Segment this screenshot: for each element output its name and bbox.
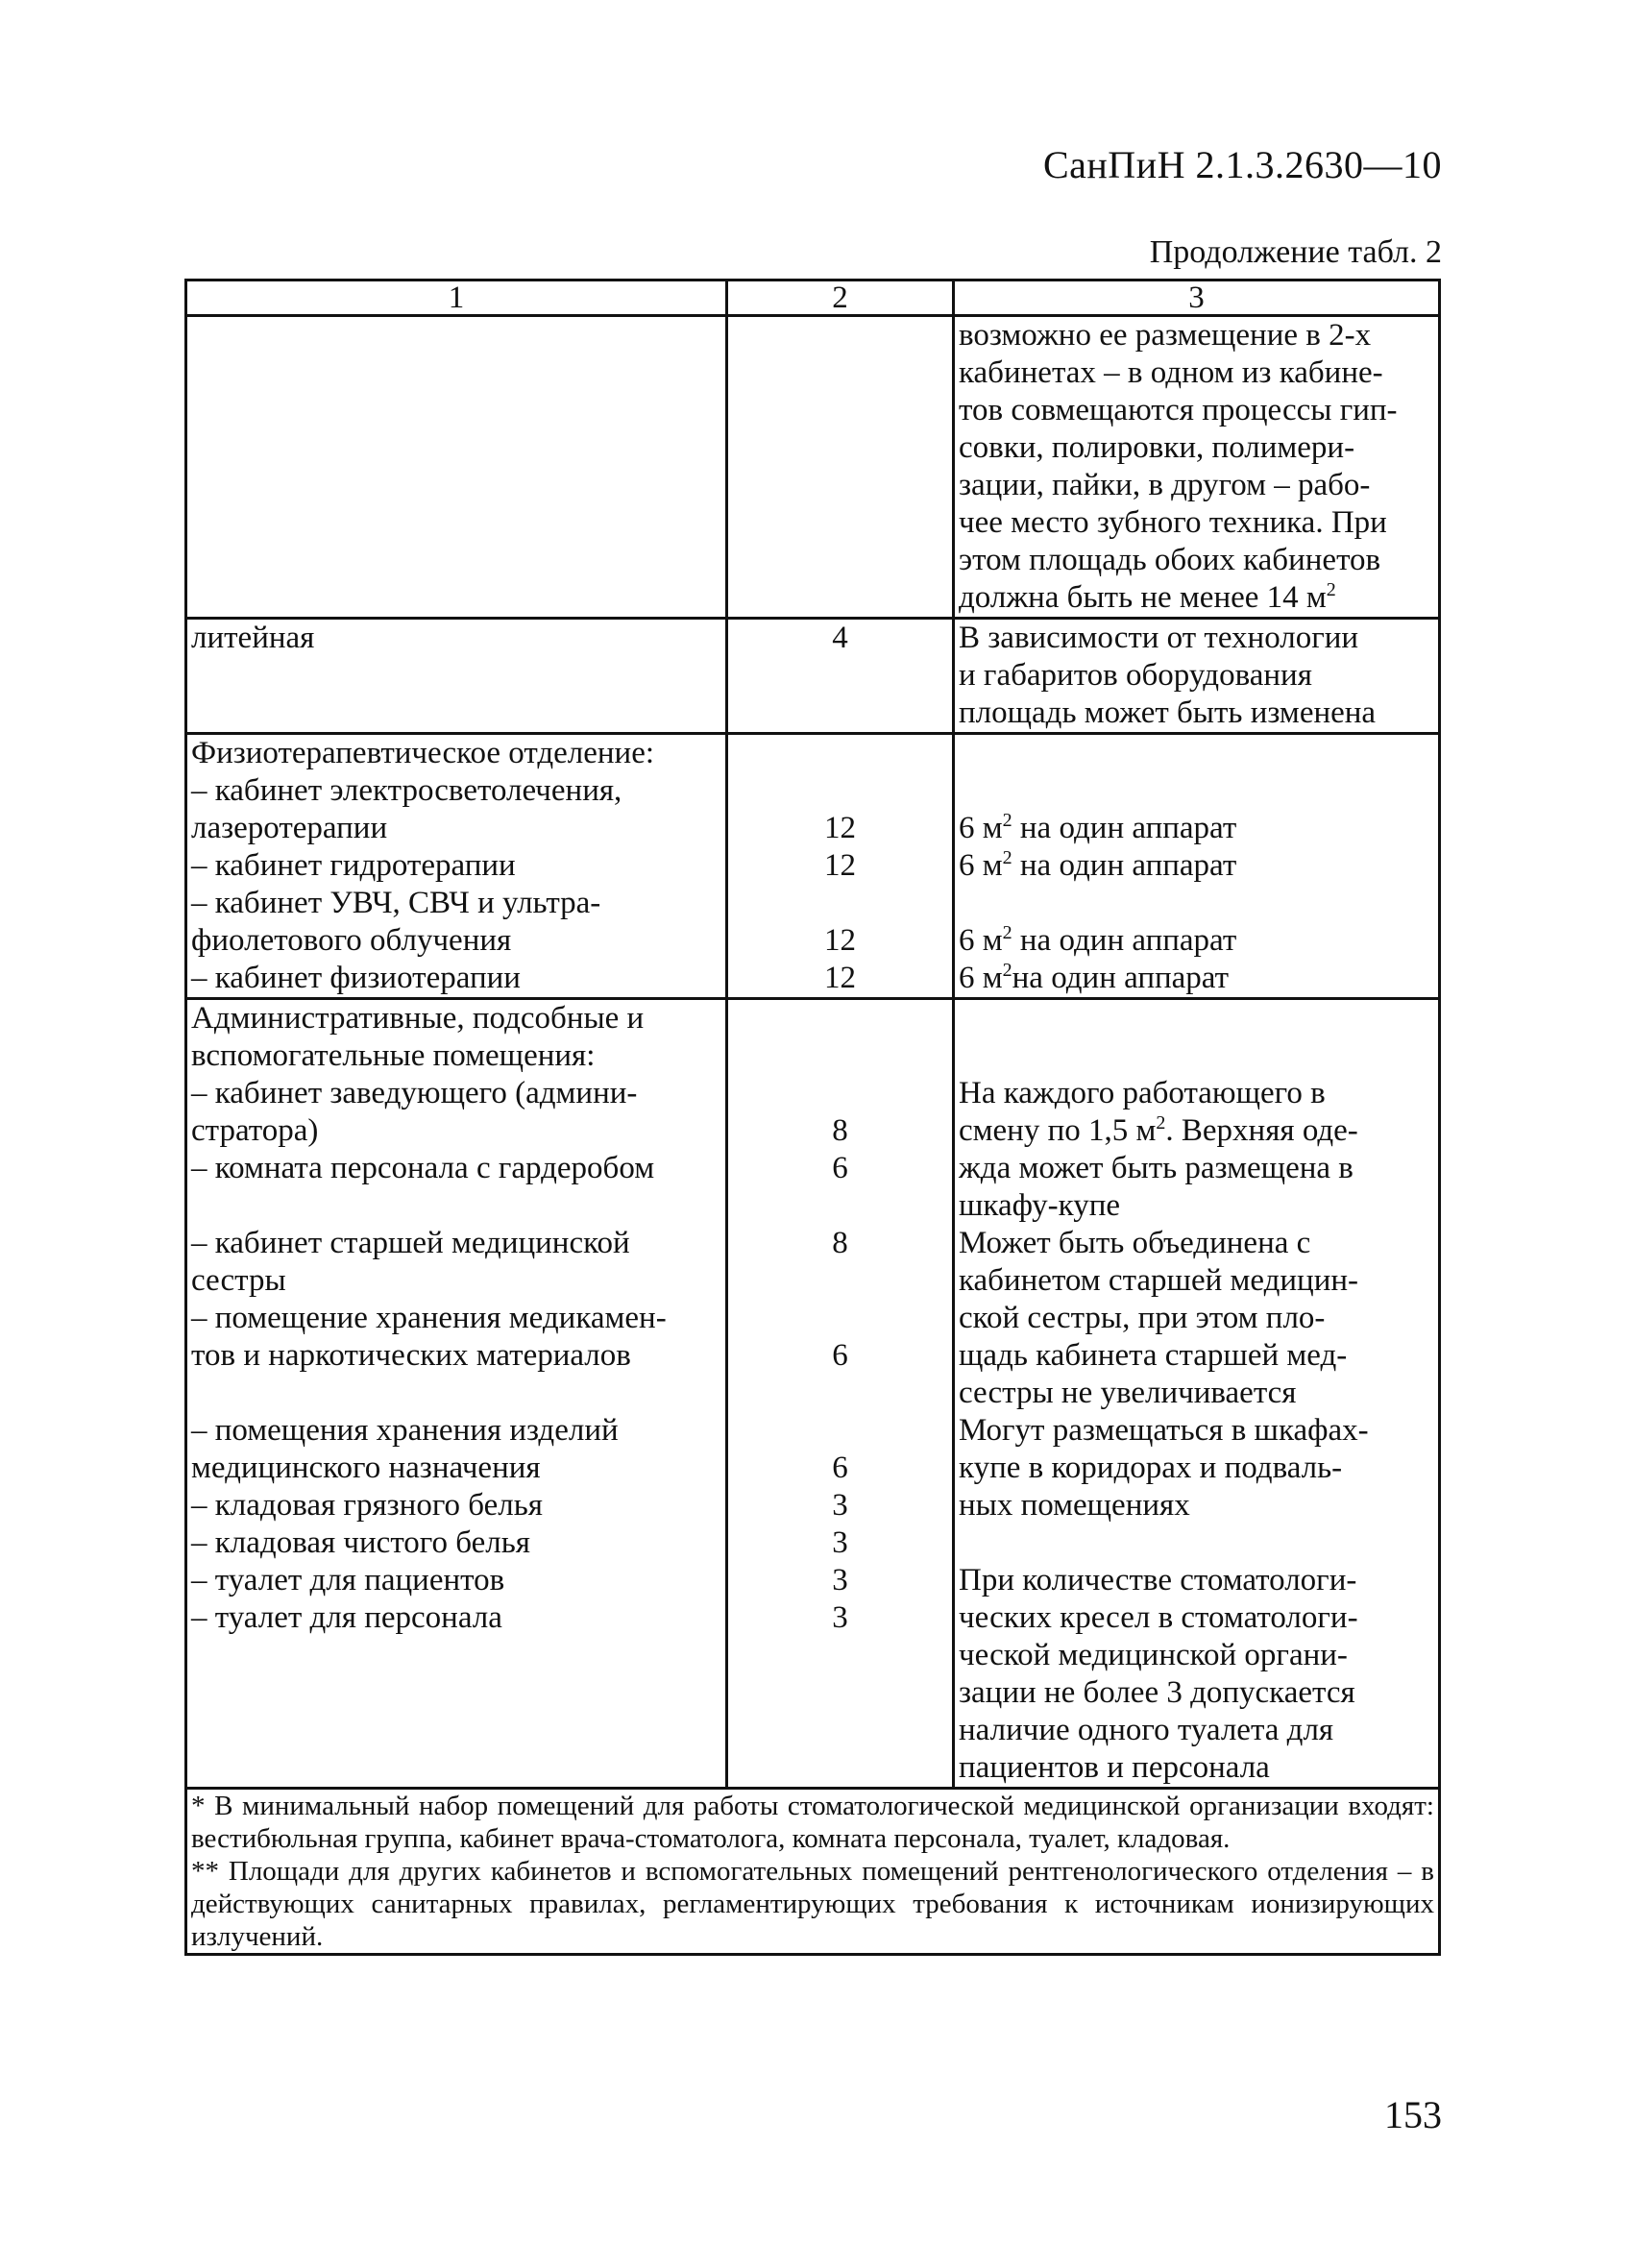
- cell-line: – помещения хранения изделий: [191, 1413, 619, 1448]
- cell-line: [732, 735, 948, 772]
- cell-line: – кабинет физиотерапии: [191, 961, 521, 995]
- cell-line: Может быть объединена с: [959, 1226, 1311, 1260]
- table-row: [186, 619, 1440, 734]
- cell-line: 6 $м^2$ на один аппарат: [959, 922, 1237, 958]
- cell-line: – кабинет гидротерапии: [191, 848, 516, 883]
- cell-line: [732, 1075, 948, 1112]
- cell-line: [732, 1749, 948, 1787]
- cell-line: литейная: [191, 621, 315, 655]
- cell-line: совки, полировки, полимери-: [959, 430, 1355, 465]
- table-cell-col-note: [954, 619, 1440, 734]
- table-cell-col-num: [727, 316, 954, 619]
- page-number: 153: [1384, 2093, 1442, 2136]
- cell-line: [959, 1000, 1434, 1037]
- table-cell-col-num: [727, 999, 954, 1789]
- cell-line: чее место зубного техника. При: [959, 505, 1387, 540]
- cell-line: сестры не увеличивается: [959, 1376, 1297, 1410]
- cell-line: [732, 1375, 948, 1412]
- cell-line: ческой медицинской органи-: [959, 1638, 1348, 1672]
- cell-line: зации не более 3 допускается: [959, 1675, 1355, 1710]
- cell-line: – кабинет УВЧ, СВЧ и ультра-: [191, 886, 601, 920]
- cell-line: ческих кресел в стоматологи-: [959, 1600, 1358, 1635]
- cell-line: – туалет для персонала: [191, 1600, 502, 1635]
- table-cell-col-name: [186, 999, 727, 1789]
- cell-line: 12: [824, 811, 856, 845]
- cell-line: должна быть не менее 14 $м^2$: [959, 579, 1336, 615]
- cell-line: [732, 1712, 948, 1749]
- cell-line: зации, пайки, в другом – рабо-: [959, 468, 1371, 502]
- cell-line: – кладовая чистого белья: [191, 1525, 530, 1560]
- cell-line: – кладовая грязного белья: [191, 1488, 543, 1523]
- cell-line: 3: [832, 1600, 848, 1635]
- table-row: [186, 316, 1440, 619]
- cell-line: – туалет для пациентов: [191, 1563, 505, 1597]
- cell-line: [191, 1712, 721, 1749]
- cell-line: тов и наркотических материалов: [191, 1338, 631, 1373]
- cell-line: шкафу-купе: [959, 1188, 1121, 1223]
- cell-line: 6: [832, 1338, 848, 1373]
- cell-line: 3: [832, 1488, 848, 1523]
- cell-line: тов совмещаются процессы гип-: [959, 393, 1398, 427]
- cell-line: кабинетах – в одном из кабине-: [959, 355, 1383, 390]
- cell-line: [732, 1637, 948, 1674]
- cell-line: 6 $м^2$ на один аппарат: [959, 810, 1237, 845]
- cell-line: медицинского назначения: [191, 1451, 541, 1485]
- cell-line: [732, 885, 948, 922]
- cell-line: [732, 1412, 948, 1450]
- cell-line: [732, 1000, 948, 1037]
- footnote-1: [191, 1790, 1434, 1855]
- column-header-1: 1: [186, 280, 727, 316]
- table-cell-col-note: [954, 316, 1440, 619]
- table-cell-col-name: [186, 734, 727, 999]
- cell-line: 6 $м^2$ на один аппарат: [959, 847, 1237, 883]
- cell-line: [191, 1674, 721, 1712]
- cell-line: ных помещениях: [959, 1488, 1190, 1523]
- cell-line: щадь кабинета старшей мед-: [959, 1338, 1348, 1373]
- cell-line: [732, 1674, 948, 1712]
- table-cell-col-note: [954, 999, 1440, 1789]
- premises-table: [184, 279, 1441, 1956]
- cell-line: [959, 735, 1434, 772]
- footnotes-row: [186, 1789, 1440, 1955]
- cell-line: Административные, подсобные и: [191, 1001, 645, 1036]
- cell-line: и габаритов оборудования: [959, 658, 1312, 693]
- column-header-2: 2: [727, 280, 954, 316]
- footnotes-cell: [186, 1789, 1440, 1955]
- cell-line: стратора): [191, 1113, 319, 1148]
- cell-line: [732, 317, 948, 354]
- cell-line: [732, 1262, 948, 1300]
- table-cell-col-num: [727, 734, 954, 999]
- cell-line: жда может быть размещена в: [959, 1151, 1354, 1185]
- footnote-2: [191, 1855, 1434, 1953]
- cell-line: фиолетового облучения: [191, 923, 512, 958]
- cell-line: 12: [824, 961, 856, 995]
- cell-line: купе в коридорах и подваль-: [959, 1451, 1343, 1485]
- doc-code: СанПиН 2.1.3.2630—10: [1042, 143, 1442, 186]
- table-cell-col-note: [954, 734, 1440, 999]
- footnote-1-mark: *: [191, 1791, 206, 1821]
- table-header-row: [186, 280, 1440, 316]
- cell-line: [191, 1187, 721, 1225]
- table-continuation-label: Продолжение табл. 2: [1149, 234, 1442, 270]
- cell-line: [959, 1524, 1434, 1562]
- footnote-2-mark: **: [191, 1856, 219, 1887]
- cell-line: 3: [832, 1525, 848, 1560]
- cell-line: сестры: [191, 1263, 286, 1298]
- table-row: [186, 734, 1440, 999]
- cell-line: [732, 1187, 948, 1225]
- table-cell-col-name: [186, 619, 727, 734]
- cell-line: – помещение хранения медикамен-: [191, 1301, 667, 1335]
- cell-line: При количестве стоматологи-: [959, 1563, 1357, 1597]
- cell-line: возможно ее размещение в 2-х: [959, 318, 1372, 353]
- table-container: [184, 279, 1438, 1956]
- footnote-2-text: Площади для других кабинетов и вспомогательных помещений рентгенологического отделения – в действующих санитарных правилах, регламентирующих требования к источникам ионизирующих излучений.: [191, 1856, 1434, 1952]
- cell-line: В зависимости от технологии: [959, 621, 1359, 655]
- cell-line: – кабинет старшей медицинской: [191, 1226, 630, 1260]
- cell-line: лазеротерапии: [191, 811, 388, 845]
- cell-line: [959, 885, 1434, 922]
- cell-line: На каждого работающего в: [959, 1076, 1326, 1110]
- cell-line: Могут размещаться в шкафах-: [959, 1413, 1369, 1448]
- table-cell-col-num: [727, 619, 954, 734]
- cell-line: [959, 772, 1434, 810]
- cell-line: этом площадь обоих кабинетов: [959, 543, 1381, 577]
- cell-line: 12: [824, 848, 856, 883]
- table-cell-col-name: [186, 316, 727, 619]
- table-body: [186, 316, 1440, 1789]
- cell-line: – комната персонала с гардеробом: [191, 1151, 655, 1185]
- cell-line: [732, 772, 948, 810]
- table-row: [186, 999, 1440, 1789]
- cell-line: 4: [832, 621, 848, 655]
- column-header-3: 3: [954, 280, 1440, 316]
- cell-line: [191, 317, 721, 354]
- cell-line: 8: [832, 1226, 848, 1260]
- footnote-1-text: В минимальный набор помещений для работы стоматологической медицинской организации входят: вестибюльная группа, кабинет врача-стоматолога, комната персонала, туалет, кладовая.: [191, 1791, 1434, 1854]
- cell-line: [732, 1037, 948, 1075]
- cell-line: наличие одного туалета для: [959, 1713, 1334, 1747]
- cell-line: ской сестры, при этом пло-: [959, 1301, 1326, 1335]
- cell-line: кабинетом старшей медицин-: [959, 1263, 1359, 1298]
- cell-line: 6: [832, 1451, 848, 1485]
- cell-line: 12: [824, 923, 856, 958]
- cell-line: 8: [832, 1113, 848, 1148]
- cell-line: 3: [832, 1563, 848, 1597]
- cell-line: [191, 1637, 721, 1674]
- cell-line: смену по 1,5 $м^2$. Верхняя оде-: [959, 1112, 1358, 1148]
- cell-line: [191, 1375, 721, 1412]
- cell-line: Физиотерапевтическое отделение:: [191, 736, 655, 770]
- cell-line: пациентов и персонала: [959, 1750, 1270, 1785]
- cell-line: [732, 1300, 948, 1337]
- cell-line: [191, 1749, 721, 1787]
- cell-line: – кабинет электросветолечения,: [191, 773, 622, 808]
- cell-line: [959, 1037, 1434, 1075]
- cell-line: – кабинет заведующего (админи-: [191, 1076, 638, 1110]
- cell-line: площадь может быть изменена: [959, 695, 1377, 730]
- cell-line: 6 $м^2на$ один аппарат: [959, 960, 1230, 995]
- cell-line: вспомогательные помещения:: [191, 1038, 596, 1073]
- cell-line: 6: [832, 1151, 848, 1185]
